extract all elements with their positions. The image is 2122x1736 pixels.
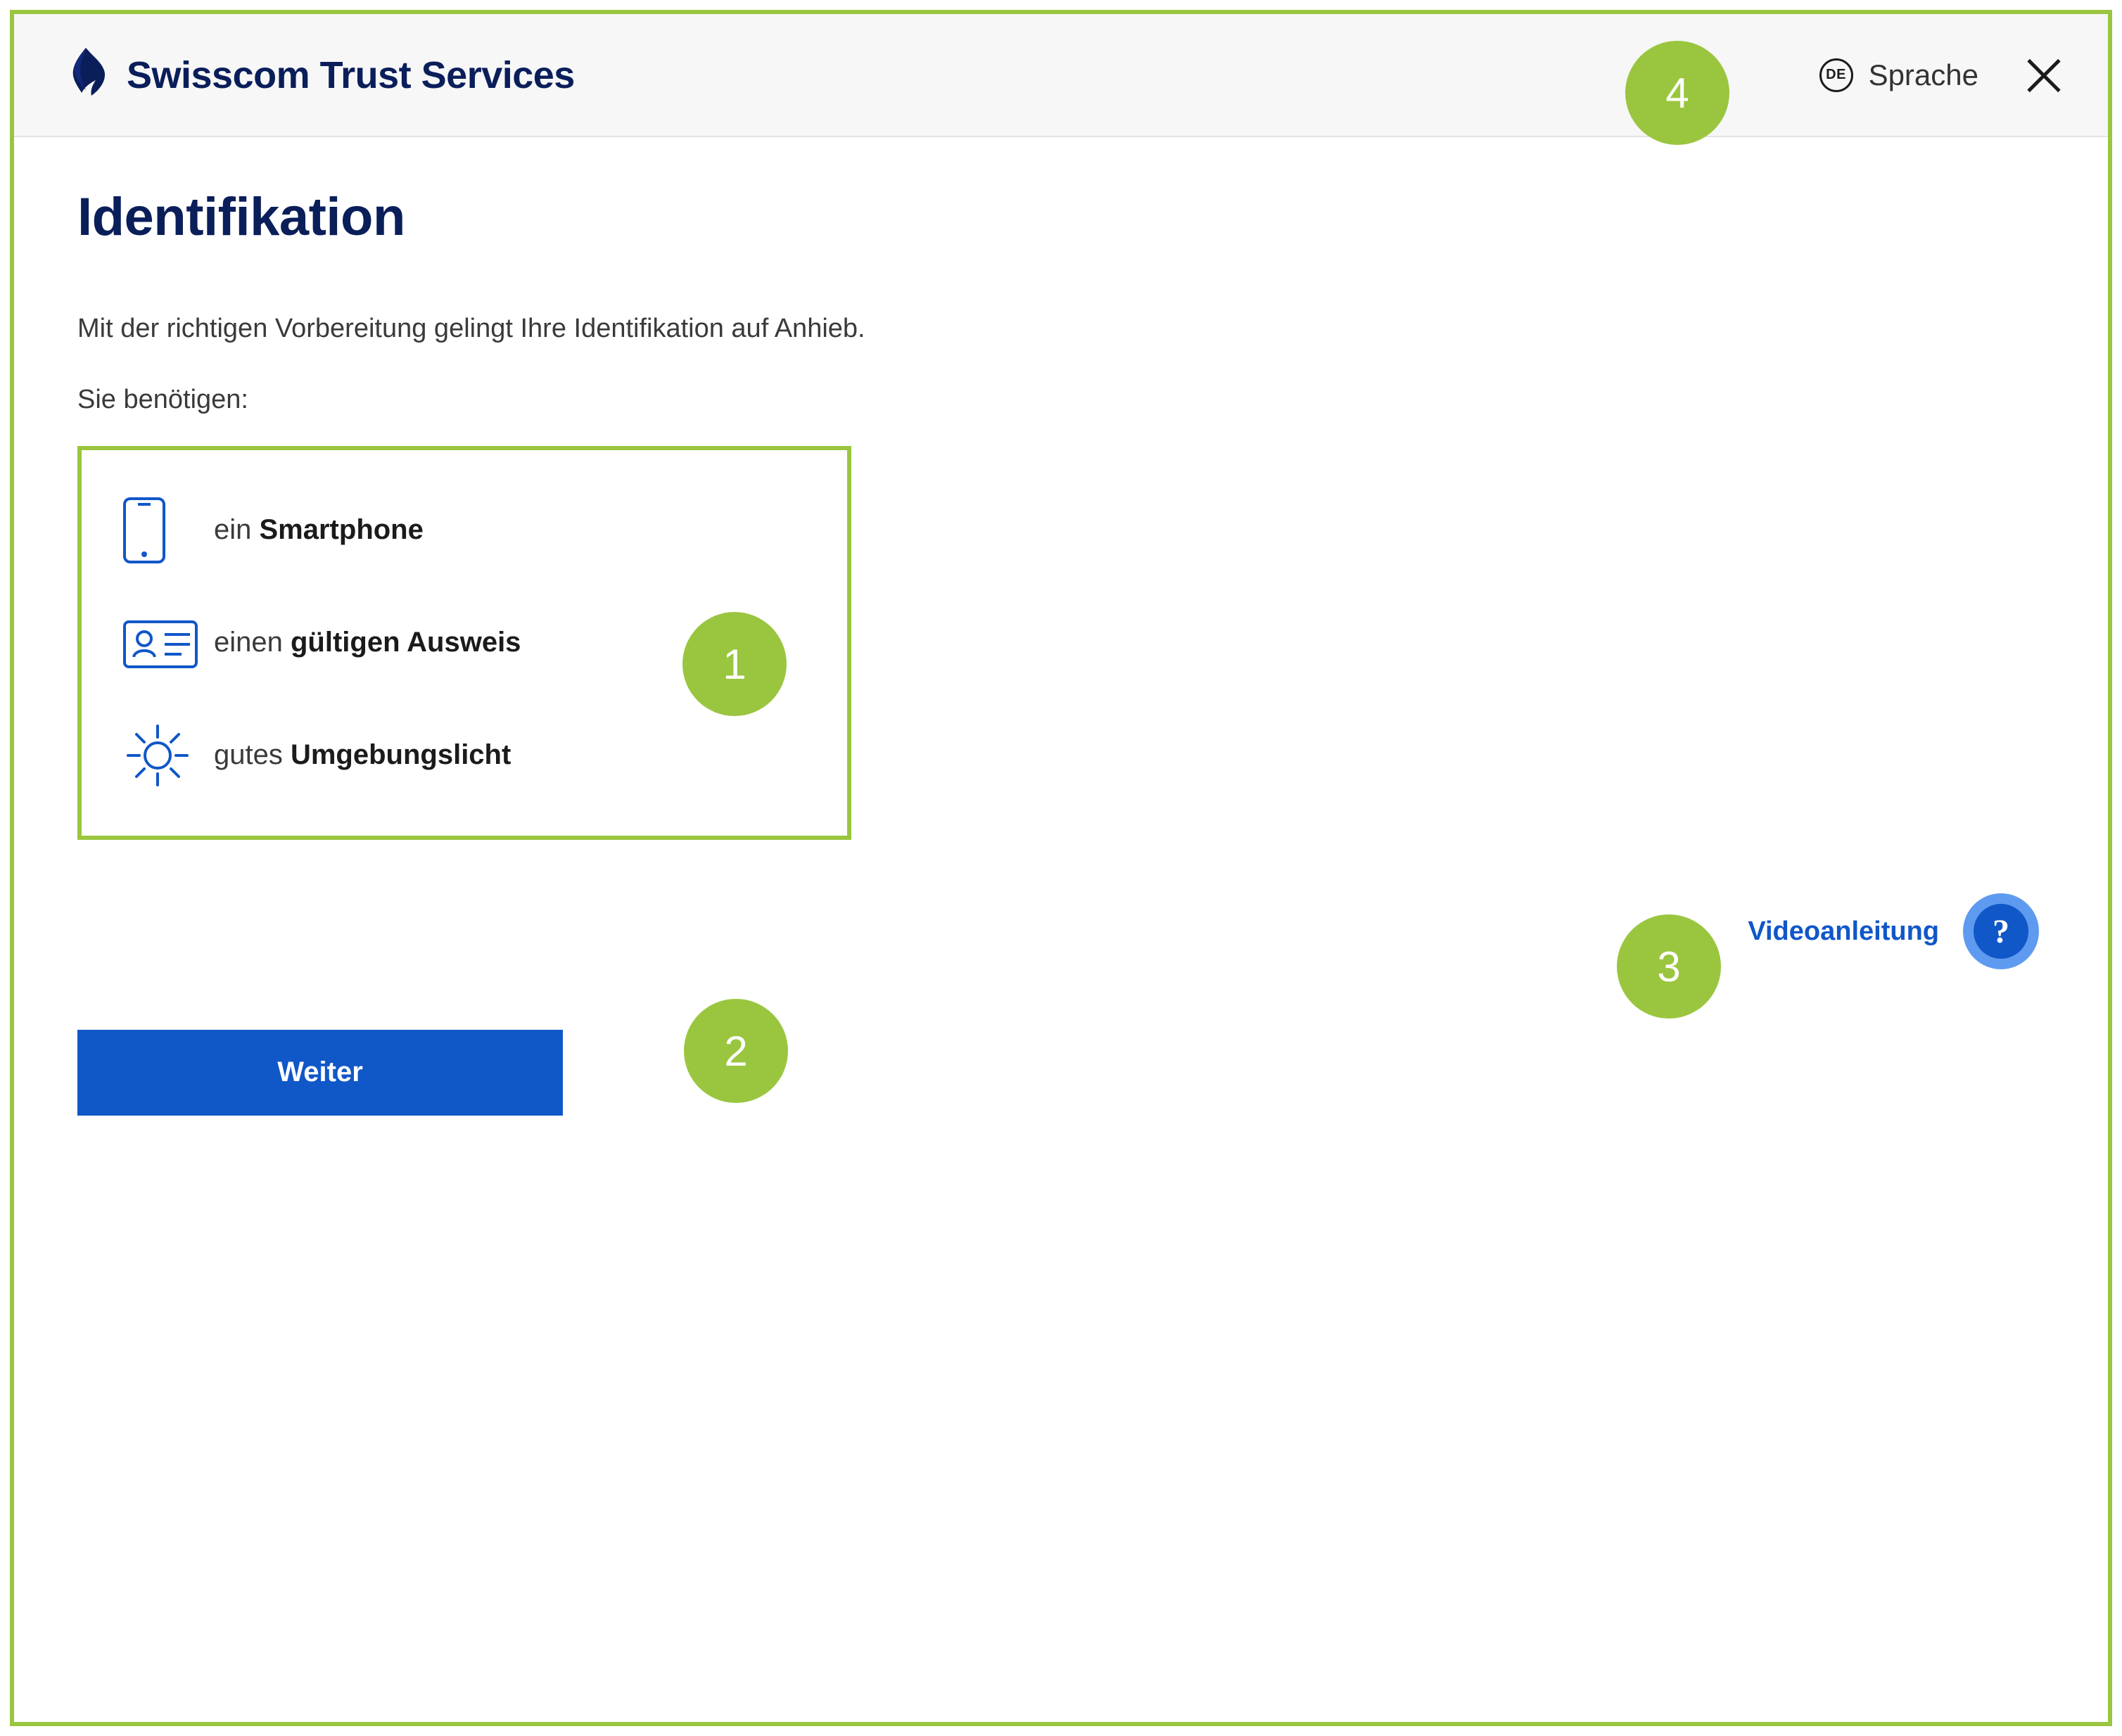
language-label: Sprache xyxy=(1868,58,1978,91)
requirements-label: Sie benötigen: xyxy=(77,384,248,414)
page-title: Identifikation xyxy=(77,187,405,247)
language-switcher[interactable] xyxy=(1819,58,1978,92)
id-card-icon xyxy=(122,615,214,671)
annotation-badge-1: 1 xyxy=(682,612,787,716)
list-item-label: ein Smartphone xyxy=(214,514,424,546)
smartphone-icon xyxy=(122,497,214,564)
list-item xyxy=(82,474,847,587)
header-actions xyxy=(1819,51,2069,100)
swisscom-lifeform-logo-icon xyxy=(65,46,108,103)
close-icon[interactable] xyxy=(2019,51,2069,100)
continue-button[interactable]: Weiter xyxy=(77,1030,563,1116)
sun-light-icon xyxy=(122,720,214,791)
globe-de-icon: DE xyxy=(1819,58,1853,92)
intro-text: Mit der richtigen Vorbereitung gelingt Ihre Identifikation auf Anhieb. xyxy=(77,313,865,343)
list-item-label: einen gültigen Ausweis xyxy=(214,627,521,658)
annotation-badge-3: 3 xyxy=(1617,914,1721,1019)
video-instructions[interactable] xyxy=(1748,893,2039,969)
question-mark-circle-icon[interactable]: ? xyxy=(1963,893,2039,969)
brand xyxy=(65,46,575,103)
video-instructions-label: Videoanleitung xyxy=(1748,916,1939,946)
annotation-badge-2: 2 xyxy=(684,999,788,1103)
annotation-badge-4: 4 xyxy=(1625,41,1729,145)
brand-title: Swisscom Trust Services xyxy=(127,53,575,96)
cta-row xyxy=(77,1030,2045,1116)
app-header xyxy=(14,14,2108,137)
list-item-label: gutes Umgebungslicht xyxy=(214,739,512,771)
app-window xyxy=(10,10,2112,1726)
